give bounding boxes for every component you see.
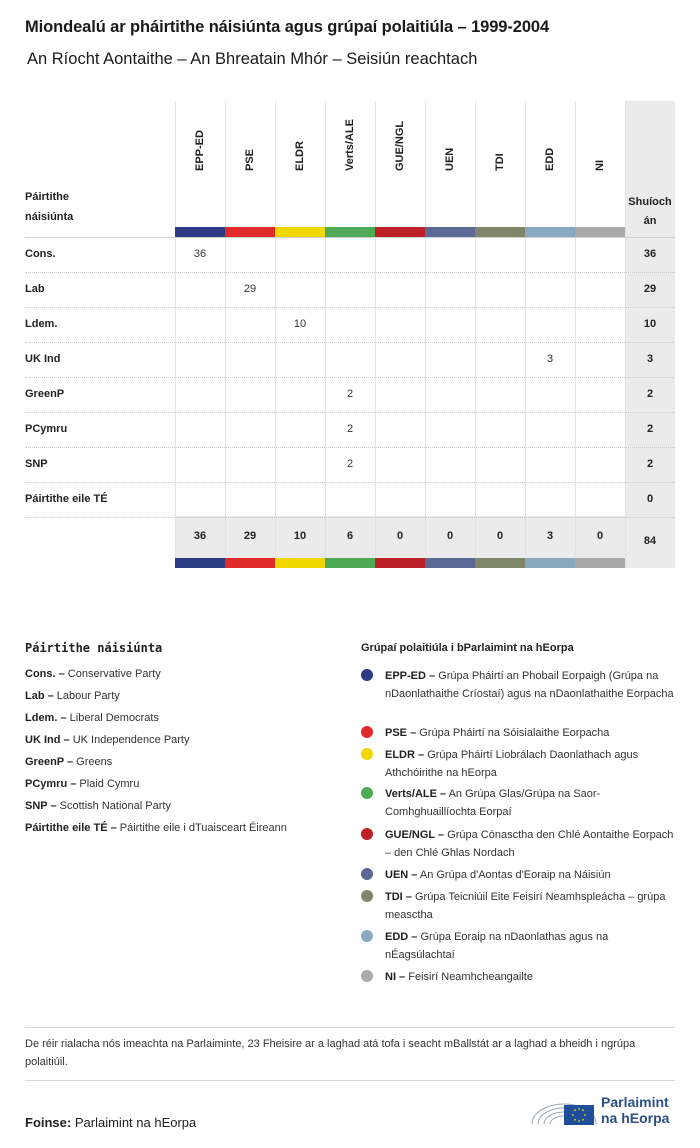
group-header-label: EDD — [544, 147, 556, 171]
group-color-dot — [361, 787, 373, 799]
row-total: 0 — [646, 493, 654, 505]
divider — [25, 1080, 675, 1081]
group-color-bar — [225, 227, 275, 237]
group-color-bar — [225, 558, 275, 568]
party-legend-item: PCymru – Plaid Cymru — [25, 778, 140, 790]
group-color-bar — [575, 227, 625, 237]
group-color-bar — [575, 558, 625, 568]
group-color-dot — [361, 868, 373, 880]
group-header-label: GUE/NGL — [394, 120, 406, 171]
group-header — [275, 101, 325, 227]
political-groups-legend-title: Grúpaí polaitiúla i bParlaimint na hEorpa — [361, 642, 574, 654]
table-cell: 10 — [293, 318, 307, 330]
row-divider — [25, 272, 675, 273]
group-legend-item: PSE – Grúpa Pháirtí na Sóisialaithe Eorpacha — [361, 724, 676, 742]
party-legend-item: GreenP – Greens — [25, 756, 113, 768]
group-header-label: Verts/ALE — [344, 119, 356, 171]
group-header — [425, 101, 475, 227]
group-header-label: NI — [594, 160, 606, 171]
party-row-label: Páirtithe eile TÉ — [25, 493, 108, 505]
group-header-label: UEN — [444, 147, 456, 171]
row-total: 2 — [646, 458, 654, 470]
group-header — [525, 101, 575, 227]
group-color-bar — [425, 558, 475, 568]
table-cell: 2 — [346, 423, 354, 435]
group-header — [475, 101, 525, 227]
group-legend-item: UEN – An Grúpa d'Aontas d'Eoraip na Náisiún — [361, 866, 676, 884]
row-total: 2 — [646, 388, 654, 400]
group-color-bar — [475, 227, 525, 237]
footnote: De réir rialacha nós imeachta na Parlaiminte, 23 Fheisire ar a laghad atá tofa i seacht mBallstát ar a laghad a bheidh i ngrúpa polaitiúil. — [25, 1038, 636, 1068]
column-total: 0 — [446, 530, 454, 542]
column-total: 0 — [496, 530, 504, 542]
group-color-bar — [175, 558, 225, 568]
group-header — [225, 101, 275, 227]
row-total: 3 — [646, 353, 654, 365]
group-color-dot — [361, 970, 373, 982]
group-color-bar — [325, 558, 375, 568]
row-divider — [25, 307, 675, 308]
group-legend-item: NI – Feisirí Neamhcheangailte — [361, 968, 676, 986]
table-cell: 29 — [243, 283, 257, 295]
row-total: 29 — [643, 283, 657, 295]
group-color-bar — [375, 227, 425, 237]
group-header — [175, 101, 225, 227]
table-cell: 2 — [346, 388, 354, 400]
group-color-bar — [175, 227, 225, 237]
table-cell: 2 — [346, 458, 354, 470]
column-total: 10 — [293, 530, 307, 542]
header-rule — [25, 237, 675, 238]
group-color-bar — [275, 227, 325, 237]
party-row-label: PCymru — [25, 423, 68, 435]
group-legend-item: ELDR – Grúpa Pháirtí Liobrálach Daonlathach agus Athchóirithe na hEorpa — [361, 746, 676, 782]
group-header-label: EPP-ED — [194, 130, 206, 171]
table-cell: 3 — [546, 353, 554, 365]
group-color-bar — [525, 558, 575, 568]
group-color-bar — [275, 558, 325, 568]
group-header — [575, 101, 625, 227]
group-color-bar — [525, 227, 575, 237]
group-color-dot — [361, 748, 373, 760]
grand-total: 84 — [643, 535, 657, 547]
group-header-label: ELDR — [294, 141, 306, 171]
party-row-label: Cons. — [25, 248, 56, 260]
group-legend-item: Verts/ALE – An Grúpa Glas/Grúpa na Saor-Comhghuaillíochta Eorpaí — [361, 785, 676, 821]
party-row-label: GreenP — [25, 388, 65, 400]
column-total: 36 — [193, 530, 207, 542]
party-row-label: UK Ind — [25, 353, 61, 365]
column-total: 0 — [396, 530, 404, 542]
group-color-dot — [361, 930, 373, 942]
row-total: 10 — [643, 318, 657, 330]
group-color-dot — [361, 726, 373, 738]
row-total: 2 — [646, 423, 654, 435]
column-total: 3 — [546, 530, 554, 542]
divider — [25, 1027, 675, 1028]
party-legend-item: Lab – Labour Party — [25, 690, 120, 702]
group-header-label: TDI — [494, 153, 506, 171]
group-color-dot — [361, 669, 373, 681]
column-total: 0 — [596, 530, 604, 542]
party-legend-item: Páirtithe eile TÉ – Páirtithe eile i dTuaisceart Éireann — [25, 822, 287, 834]
group-color-bar — [475, 558, 525, 568]
group-header — [325, 101, 375, 227]
group-color-bar — [425, 227, 475, 237]
party-legend-item: UK Ind – UK Independence Party — [25, 734, 190, 746]
group-color-bar — [325, 227, 375, 237]
table-cell: 36 — [193, 248, 207, 260]
national-parties-legend-title: Páirtithe náisiúnta — [25, 641, 163, 655]
group-legend-item: EDD – Grúpa Eoraip na nDaonlathas agus na nÉagsúlachtaí — [361, 928, 676, 964]
group-header — [375, 101, 425, 227]
party-row-label: Ldem. — [25, 318, 58, 330]
group-color-dot — [361, 828, 373, 840]
group-legend-item: EPP-ED – Grúpa Pháirtí an Phobail Eorpaigh (Grúpa na nDaonlathaithe Críostaí) agus na nDaonlathaithe Eorpacha — [361, 667, 676, 703]
group-color-dot — [361, 890, 373, 902]
group-legend-item: TDI – Grúpa Teicniúil Eite Feisirí Neamhspleácha – grúpa measctha — [361, 888, 676, 924]
column-total: 29 — [243, 530, 257, 542]
row-total: 36 — [643, 248, 657, 260]
row-divider — [25, 482, 675, 483]
party-row-label: Lab — [25, 283, 45, 295]
page-title: Miondealú ar pháirtithe náisiúnta agus grúpaí polaitiúla – 1999-2004 — [25, 18, 550, 36]
party-row-label: SNP — [25, 458, 48, 470]
row-header-label: Páirtithe náisiúnta — [25, 191, 74, 223]
source-line: Foinse: Parlaimint na hEorpa — [25, 1115, 197, 1130]
party-legend-item: SNP – Scottish National Party — [25, 800, 171, 812]
group-color-bar — [375, 558, 425, 568]
seat-table — [25, 101, 675, 568]
column-total: 6 — [346, 530, 354, 542]
row-divider — [25, 517, 675, 518]
total-seats-header: Shuíoch án — [628, 196, 672, 227]
group-legend-item: GUE/NGL – Grúpa Cónasctha den Chlé Aontaithe Eorpach – den Chlé Ghlas Nordach — [361, 826, 676, 862]
party-legend-item: Ldem. – Liberal Democrats — [25, 712, 159, 724]
group-header-label: PSE — [244, 148, 256, 171]
party-legend-item: Cons. – Conservative Party — [25, 668, 161, 680]
logo-wordmark: Parlaimint na hEorpa — [601, 1094, 670, 1126]
page-subtitle: An Ríocht Aontaithe – An Bhreatain Mhór – Seisiún reachtach — [27, 50, 478, 68]
row-divider — [25, 342, 675, 343]
